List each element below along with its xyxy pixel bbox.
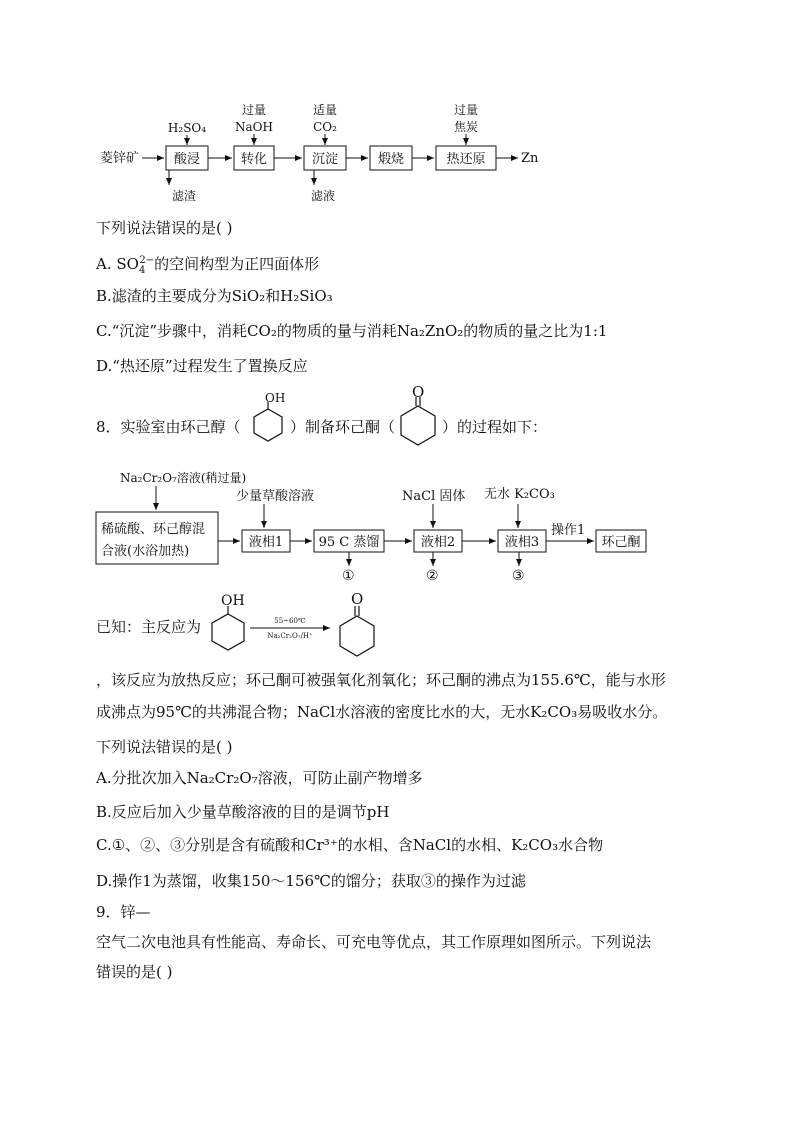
flow2-mark-3: ③ [512, 568, 525, 584]
flow1-box-convert-label: 转化 [240, 152, 268, 167]
flow1-output-filtrate: 滤液 [311, 189, 336, 203]
cyclohexanol-oh-label: OH [265, 393, 286, 405]
q9-line2: 空气二次电池具有性能高、寿命长、可充电等优点，其工作原理如图所示。下列说法 [96, 933, 652, 951]
q9-line3: 错误的是( ) [96, 963, 173, 981]
flow2-mark-2: ② [426, 568, 439, 584]
q7-stem: 下列说法错误的是( ) [96, 219, 233, 237]
flow2-start-box-line1: 稀硫酸、环己醇混 [101, 522, 206, 537]
flow1-reagent-coke: 焦炭 [453, 120, 479, 134]
flow2-reagent-k2co3: 无水 K₂CO₃ [484, 487, 555, 502]
q7-option-d[interactable]: D.“热还原”过程发生了置换反应 [96, 357, 308, 375]
flow2-box-product-label: 环己酮 [601, 535, 641, 550]
reaction-condition-temp: 55~60℃ [274, 617, 306, 625]
product-o-label: O [351, 590, 364, 608]
cyclohexanone-process-flowchart [0, 460, 794, 590]
cyclohexanone-o-label: O [412, 384, 425, 401]
q7-option-a[interactable]: A. $SO_4^{2-}$的空间构型为正四面体形 [96, 255, 320, 276]
flow1-start: 菱锌矿 [100, 151, 140, 166]
flow2-box-liquid3-label: 液相3 [504, 535, 540, 550]
cyclohexanone-structure [394, 384, 442, 450]
flow1-end: Zn [521, 151, 539, 166]
q7-option-a-prefix: A. [96, 255, 117, 273]
q8-known-line1: ，该反应为放热反应；环己酮可被强氧化剂氧化；环己酮的沸点为155.6℃，能与水形 [96, 671, 666, 689]
q7-option-a-ion-sub: 4 [138, 265, 146, 276]
flow2-box-liquid1-label: 液相1 [248, 535, 284, 550]
q8-known-label: 已知：主反应为 [96, 618, 202, 636]
q8-intro-part2: ）制备环己酮（ [290, 418, 396, 436]
q8-known-line2: 成沸点为95℃的共沸混合物；NaCl水溶液的密度比水的大，无水K₂CO₃易吸收水分。 [96, 703, 668, 721]
flow1-box-thermal-reduction-label: 热还原 [446, 152, 486, 167]
flow1-box-calcine-label: 煅烧 [377, 152, 405, 167]
flow1-box-acid-leach-label: 酸浸 [173, 152, 201, 167]
flow2-reagent-dichromate: Na₂Cr₂O₇溶液(稍过量) [120, 471, 247, 485]
reaction-condition-reagent: Na₂Cr₂O₇/H⁺ [267, 632, 313, 640]
flow1-output-residue: 滤渣 [172, 189, 197, 203]
flow2-box-liquid2-label: 液相2 [420, 535, 456, 550]
flow2-box-distill-label: 95 C 蒸馏 [318, 535, 380, 550]
q7-option-c[interactable]: C.“沉淀”步骤中，消耗CO₂的物质的量与消耗Na₂ZnO₂的物质的量之比为1:1 [96, 322, 608, 340]
flow1-reagent-naoh: NaOH [235, 120, 273, 134]
flow1-reagent-h2so4: H₂SO₄ [167, 121, 207, 135]
q7-option-a-text: 的空间构型为正四面体形 [154, 255, 320, 273]
flow2-mark-1: ① [342, 568, 355, 584]
cyclohexanol-structure [246, 393, 290, 445]
q8-option-b[interactable]: B.反应后加入少量草酸溶液的目的是调节pH [96, 803, 390, 821]
q7-option-b[interactable]: B.滤渣的主要成分为SiO₂和H₂SiO₃ [96, 287, 333, 305]
flow1-reagent-co2: CO₂ [313, 120, 337, 134]
flow1-reagent-co2-qty: 适量 [312, 103, 338, 117]
q9-line1: 9．锌— [96, 903, 151, 921]
reactant-oh-label: OH [221, 593, 245, 609]
flow2-reagent-nacl: NaCl 固体 [402, 489, 466, 504]
flow2-op1-label: 操作1 [551, 523, 586, 538]
q8-option-a[interactable]: A.分批次加入Na₂Cr₂O₇溶液，可防止副产物增多 [96, 769, 423, 787]
flow1-reagent-naoh-qty: 过量 [241, 103, 267, 117]
q8-intro-part1: 8．实验室由环己醇（ [96, 418, 241, 436]
flow2-start-box-line2: 合液(水浴加热) [101, 544, 190, 559]
zn-process-flowchart [0, 0, 794, 210]
flow1-box-precipitate-label: 沉淀 [311, 152, 339, 167]
main-reaction-equation [202, 588, 392, 658]
flow2-reagent-oxalic: 少量草酸溶液 [236, 489, 315, 504]
flow1-reagent-coke-qty: 过量 [453, 103, 479, 117]
q8-intro-part3: ）的过程如下： [442, 418, 548, 436]
q8-option-d[interactable]: D.操作1为蒸馏，收集150～156℃的馏分；获取③的操作为过滤 [96, 872, 526, 890]
q8-option-c[interactable]: C.①、②、③分别是含有硫酸和Cr³⁺的水相、含NaCl的水相、K₂CO₃水合物 [96, 836, 604, 854]
q7-option-a-ion-sup: 2− [139, 255, 155, 266]
q8-stem: 下列说法错误的是( ) [96, 738, 233, 756]
